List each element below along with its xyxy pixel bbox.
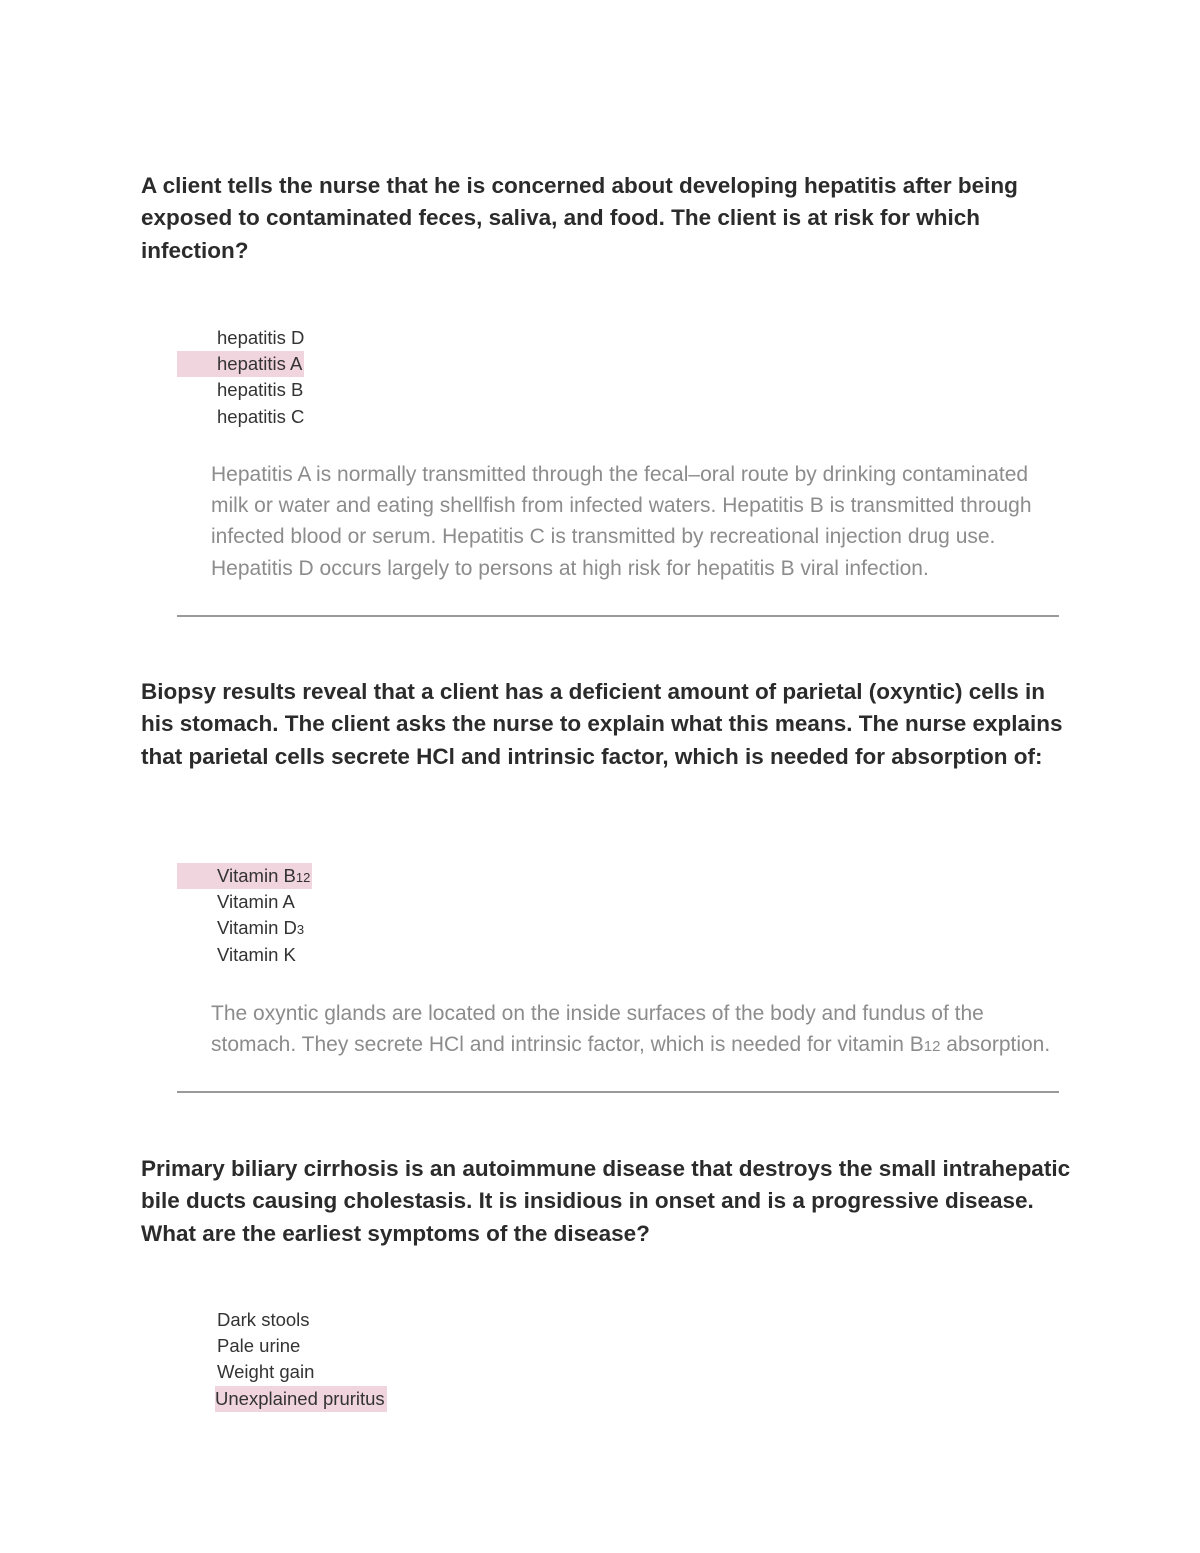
question-1-option-1[interactable]: hepatitis D	[217, 327, 305, 348]
question-1-option-2-selected[interactable]: hepatitis A	[177, 351, 304, 377]
question-3-option-3[interactable]: Weight gain	[217, 1361, 315, 1383]
question-2-divider	[177, 1091, 1059, 1093]
question-2-rationale-text: The oxyntic glands are located on the inside surfaces of the body and fundus of the stomach. They secrete HCl and intrinsic factor, which is needed for vitamin B	[211, 1002, 984, 1057]
question-1-option-3[interactable]: hepatitis B	[217, 379, 304, 401]
question-3-options	[177, 1307, 387, 1412]
question-2-option-2[interactable]: Vitamin A	[217, 891, 295, 913]
question-3-option-1[interactable]: Dark stools	[217, 1309, 310, 1330]
question-1-rationale: Hepatitis A is normally transmitted through the fecal–oral route by drinking contaminated milk or water and eating shellfish from infected waters. Hepatitis B is transmitted through infected blood or serum. Hepatitis C is transmitted by recreational injection drug use. Hepatitis D occurs largely to persons at high risk for hepatitis B viral infection.	[211, 463, 1032, 580]
question-2-option-1-selected[interactable]	[177, 863, 312, 889]
question-1-prompt: A client tells the nurse that he is concerned about developing hepatitis after being exposed to contaminated feces, saliva, and food. The client is at risk for which infection?	[141, 173, 1018, 263]
question-2-options	[177, 863, 312, 968]
question-2-rationale-end: absorption.	[940, 1033, 1051, 1057]
question-2-option-3-label: Vitamin D	[217, 917, 297, 939]
question-1-options	[177, 325, 304, 430]
question-2-prompt: Biopsy results reveal that a client has a deficient amount of parietal (oxyntic) cells in his stomach. The client asks the nurse to explain what this means. The nurse explains that parietal cells secrete HCl and intrinsic factor, which is needed for absorption of:	[141, 679, 1063, 769]
question-2-option-1-label: Vitamin B	[217, 865, 296, 886]
question-2-option-4[interactable]: Vitamin K	[217, 943, 296, 965]
question-1-divider	[177, 615, 1059, 617]
question-2-rationale-subscript: 12	[923, 1038, 941, 1056]
question-2-option-1-subscript: 12	[295, 870, 311, 885]
question-2-option-3[interactable]	[177, 915, 304, 941]
question-3-option-4-selected[interactable]: Unexplained pruritus	[215, 1386, 387, 1412]
question-3-option-2[interactable]: Pale urine	[217, 1335, 301, 1357]
question-2-rationale	[211, 998, 1061, 1062]
question-2-option-3-subscript: 3	[296, 922, 305, 938]
question-1-option-4[interactable]: hepatitis C	[217, 405, 305, 427]
question-3-prompt: Primary biliary cirrhosis is an autoimmune disease that destroys the small intrahepatic bile ducts causing cholestasis. It is insidious in onset and is a progressive disease. What are the earliest symptoms of the disease?	[141, 1156, 1071, 1246]
